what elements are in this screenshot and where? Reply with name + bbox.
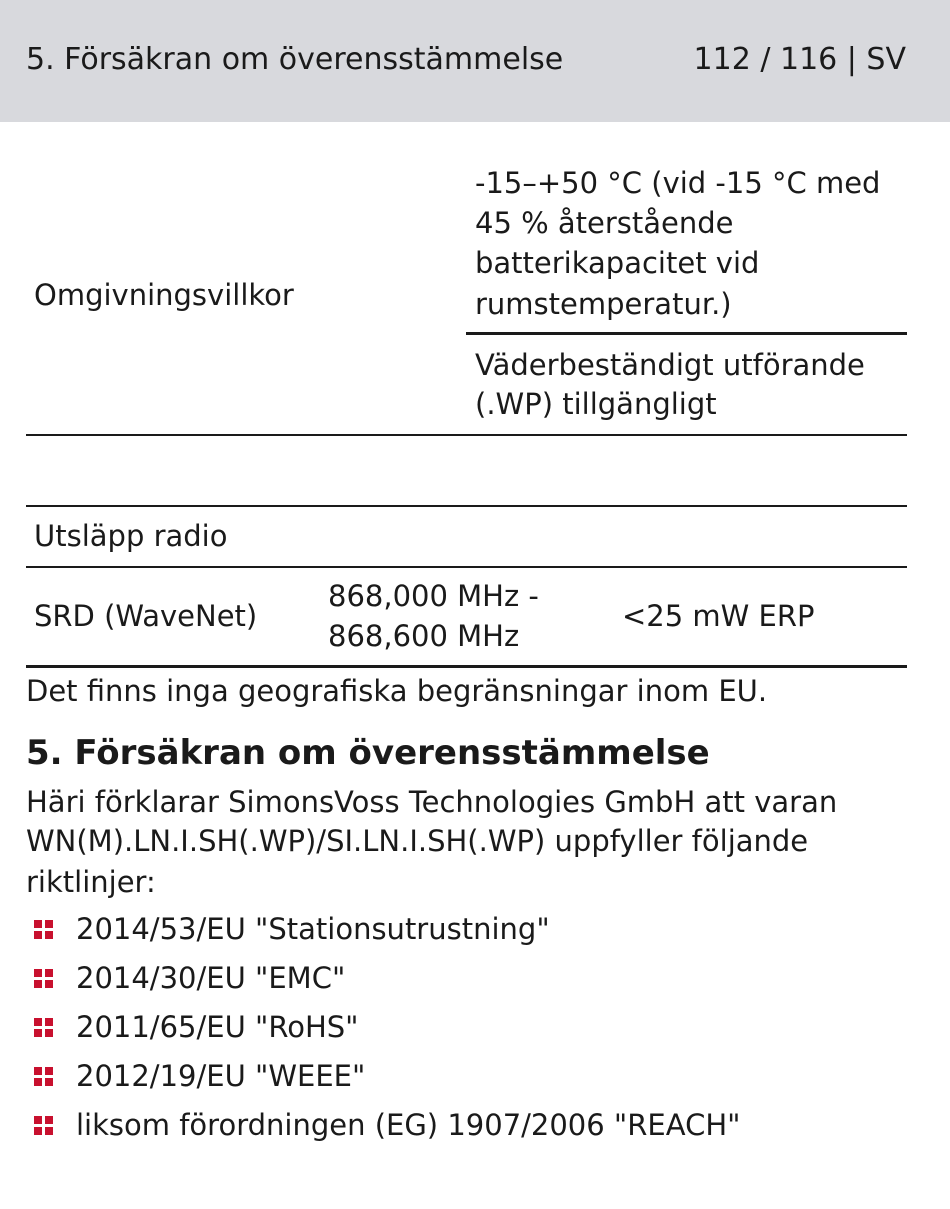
env-value-line: batterikapacitet vid bbox=[475, 246, 760, 280]
radio-label: Utsläpp radio bbox=[34, 519, 228, 553]
directive-text: liksom förordningen (EG) 1907/2006 "REACH" bbox=[76, 1108, 741, 1142]
srd-power: <25 mW ERP bbox=[622, 599, 815, 633]
table-divider bbox=[26, 566, 907, 568]
srd-frequency-line: 868,600 MHz bbox=[328, 619, 520, 653]
env-value-line: (.WP) tillgängligt bbox=[475, 387, 717, 421]
section-heading: 5. Försäkran om överensstämmelse bbox=[26, 733, 710, 773]
directive-text: 2014/53/EU "Stationsutrustning" bbox=[76, 912, 550, 946]
bullet-icon bbox=[34, 1067, 54, 1087]
env-value-line: 45 % återstående bbox=[475, 206, 734, 240]
directive-text: 2014/30/EU "EMC" bbox=[76, 961, 346, 995]
header-title: 5. Försäkran om överensstämmelse bbox=[26, 42, 564, 77]
page-header bbox=[0, 0, 950, 122]
bullet-icon bbox=[34, 969, 54, 989]
table-divider bbox=[26, 505, 907, 507]
geography-note: Det finns inga geografiska begränsningar inom EU. bbox=[26, 674, 768, 708]
table-divider bbox=[466, 332, 907, 335]
env-value-line: Väderbeständigt utförande bbox=[475, 348, 865, 382]
declaration-line: Häri förklarar SimonsVoss Technologies GmbH att varan bbox=[26, 785, 838, 819]
env-value-line: rumstemperatur.) bbox=[475, 287, 732, 321]
env-label: Omgivningsvillkor bbox=[34, 278, 294, 312]
table-divider bbox=[26, 434, 907, 436]
page-number: 112 / 116 | SV bbox=[693, 42, 906, 77]
bullet-icon bbox=[34, 1116, 54, 1136]
srd-label: SRD (WaveNet) bbox=[34, 599, 258, 633]
directive-text: 2011/65/EU "RoHS" bbox=[76, 1010, 359, 1044]
directive-text: 2012/19/EU "WEEE" bbox=[76, 1059, 366, 1093]
env-value-line: -15–+50 °C (vid -15 °C med bbox=[475, 166, 881, 200]
bullet-icon bbox=[34, 920, 54, 940]
declaration-line: WN(M).LN.I.SH(.WP)/SI.LN.I.SH(.WP) uppfyller följande bbox=[26, 824, 809, 858]
declaration-line: riktlinjer: bbox=[26, 865, 156, 899]
srd-frequency-line: 868,000 MHz - bbox=[328, 579, 539, 613]
table-bottom-rule bbox=[26, 665, 907, 668]
bullet-icon bbox=[34, 1018, 54, 1038]
